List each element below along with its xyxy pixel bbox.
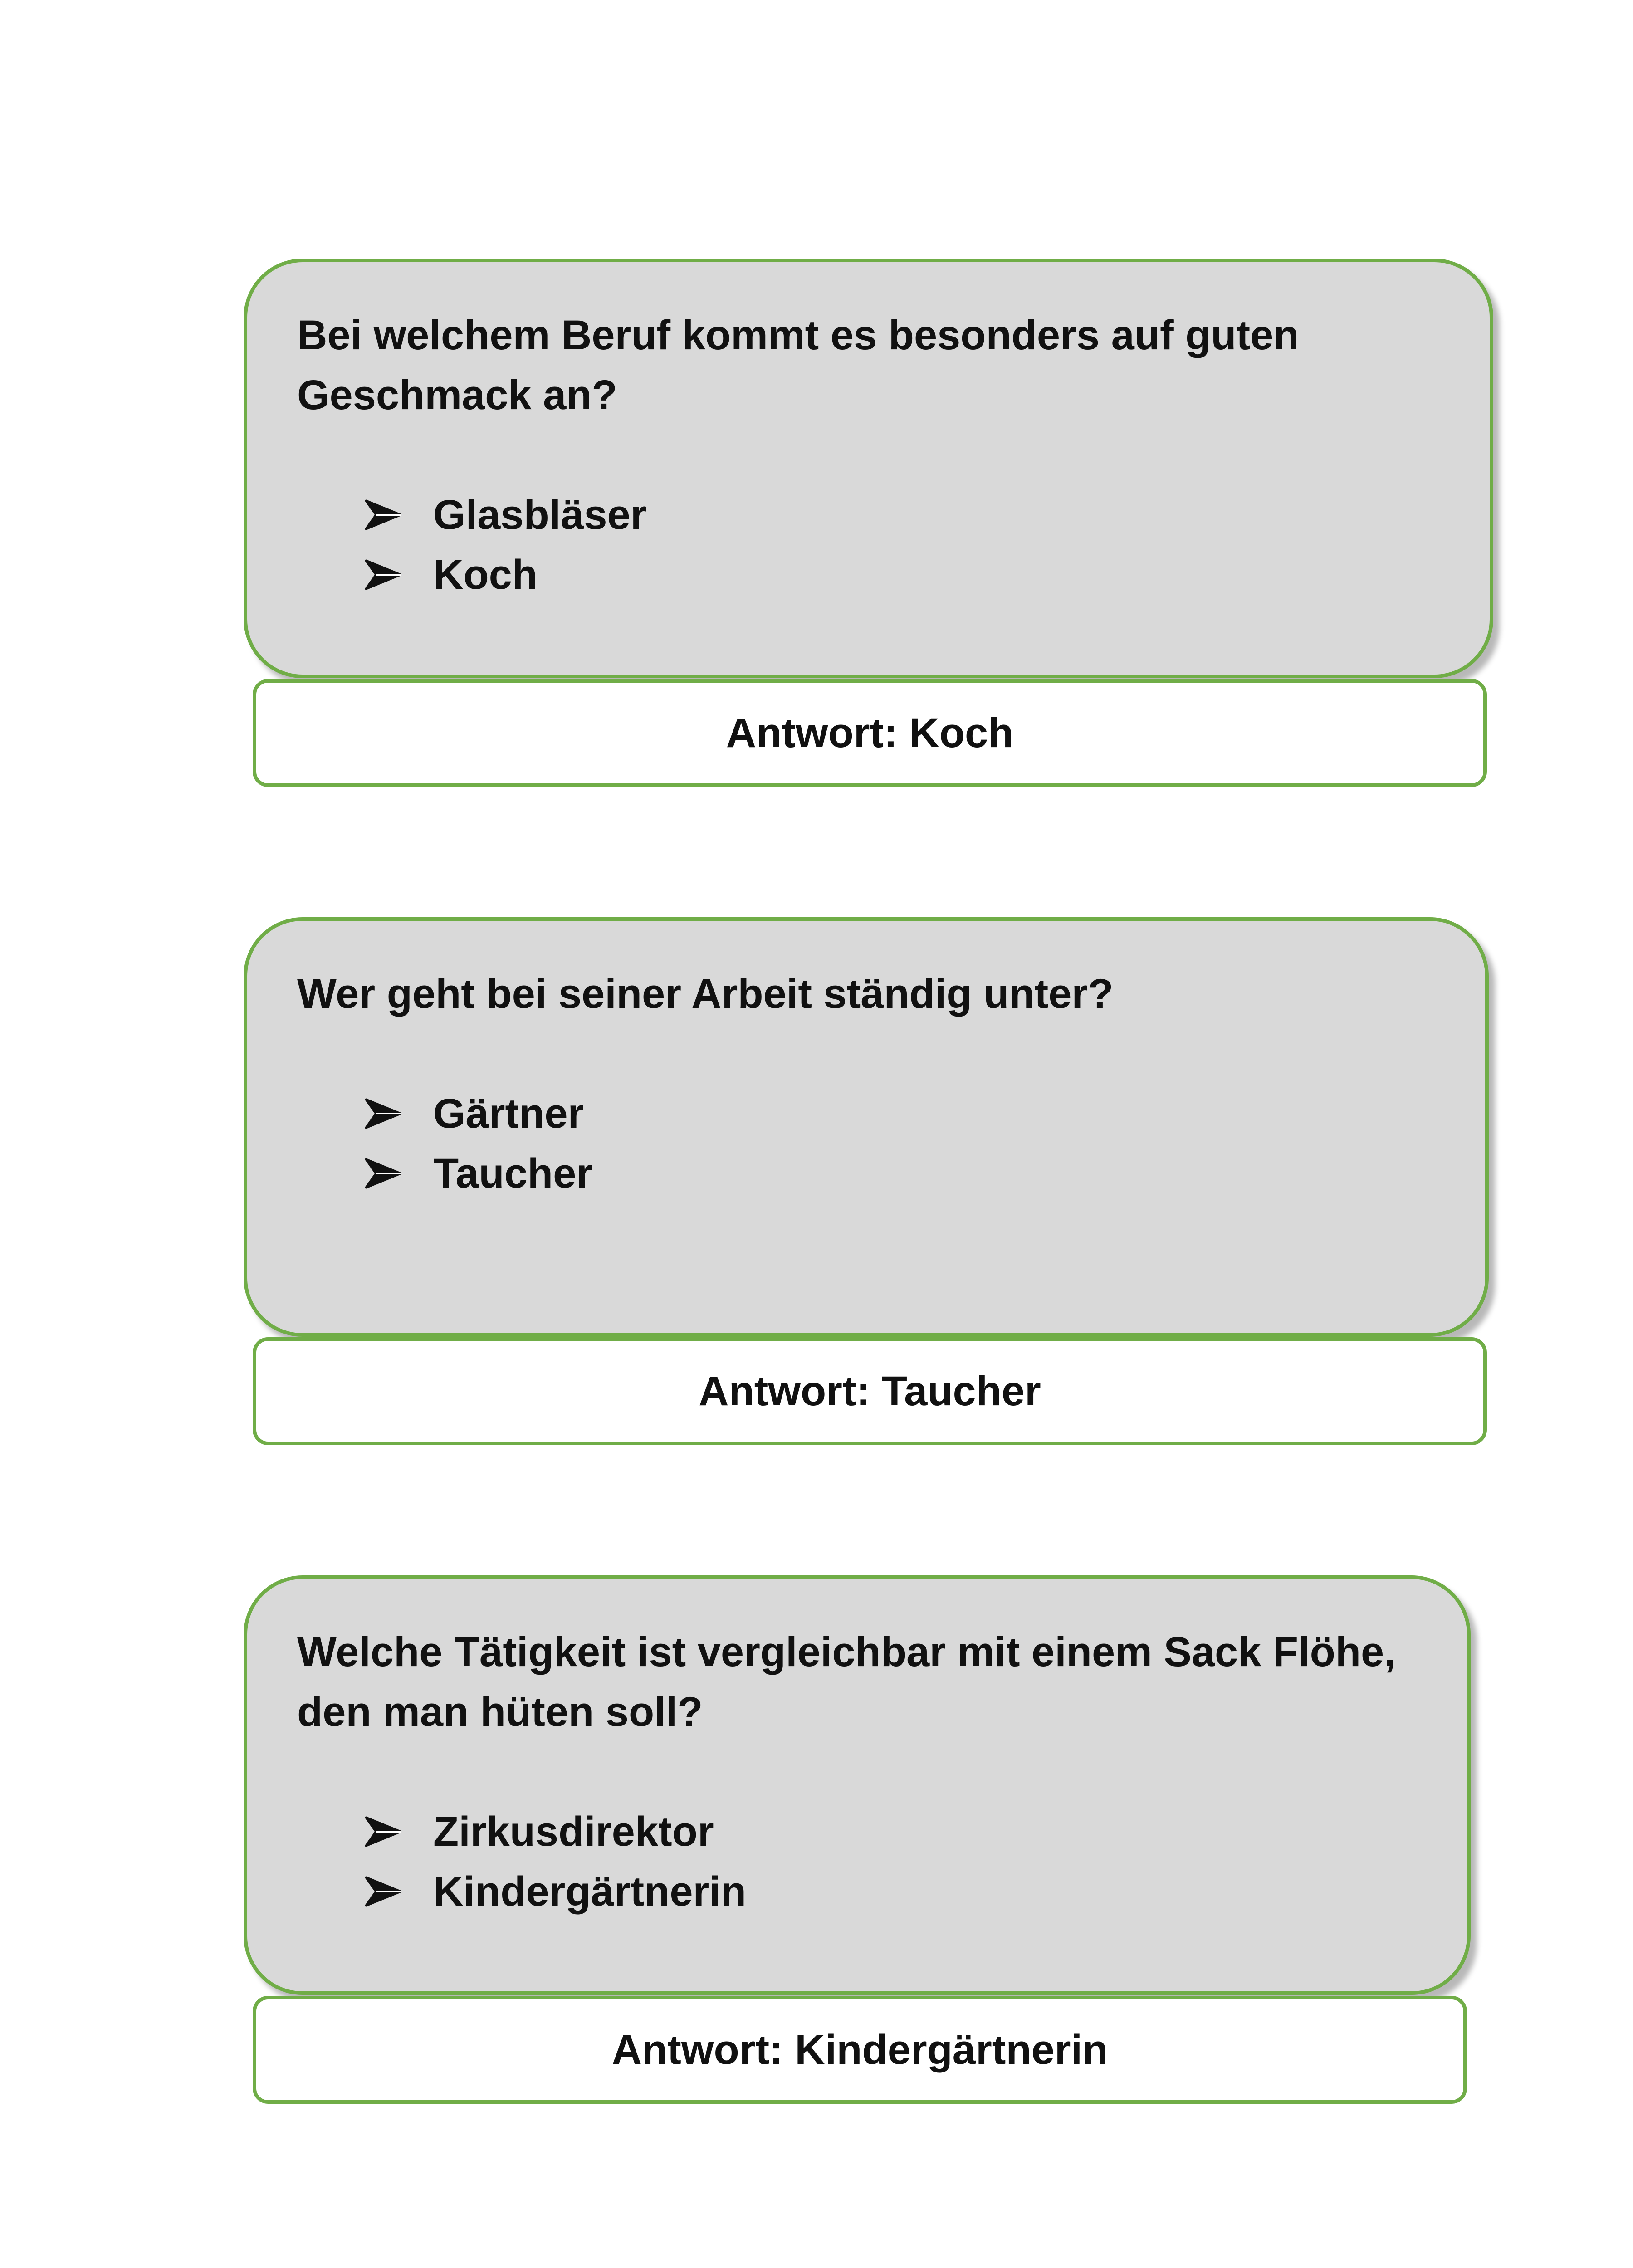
option-item <box>365 1084 1435 1144</box>
answer-text: Antwort: Kindergärtnerin <box>611 2026 1108 2073</box>
arrow-bullet-icon <box>365 1816 401 1848</box>
option-label: Koch <box>433 552 538 598</box>
option-item <box>365 1802 1417 1862</box>
option-label: Taucher <box>433 1150 593 1197</box>
option-label: Glasbläser <box>433 492 647 538</box>
option-label: Zirkusdirektor <box>433 1809 714 1855</box>
arrow-bullet-icon <box>365 1158 401 1189</box>
question-text: Bei welchem Beruf kommt es besonders auf guten Geschmack an? <box>297 312 1299 418</box>
option-item <box>365 485 1440 545</box>
question-text: Wer geht bei seiner Arbeit ständig unter? <box>297 971 1114 1017</box>
answer-box-2 <box>253 1337 1487 1445</box>
answer-text: Antwort: Taucher <box>699 1368 1041 1414</box>
option-item <box>365 545 1440 605</box>
question-card-3 <box>244 1575 1471 1995</box>
answer-text: Antwort: Koch <box>726 709 1014 756</box>
option-label: Kindergärtnerin <box>433 1868 747 1915</box>
option-list <box>297 485 1440 605</box>
arrow-bullet-icon <box>365 1098 401 1129</box>
question-card-1 <box>244 259 1493 678</box>
arrow-bullet-icon <box>365 1876 401 1907</box>
answer-box-3 <box>253 1996 1467 2104</box>
option-list <box>297 1802 1417 1921</box>
question-card-2 <box>244 917 1489 1337</box>
answer-box-1 <box>253 679 1487 787</box>
option-item <box>365 1862 1417 1921</box>
question-text: Welche Tätigkeit ist vergleichbar mit einem Sack Flöhe, den man hüten soll? <box>297 1629 1396 1735</box>
option-item <box>365 1144 1435 1203</box>
option-label: Gärtner <box>433 1090 584 1137</box>
arrow-bullet-icon <box>365 499 401 531</box>
option-list <box>297 1084 1435 1203</box>
arrow-bullet-icon <box>365 559 401 591</box>
